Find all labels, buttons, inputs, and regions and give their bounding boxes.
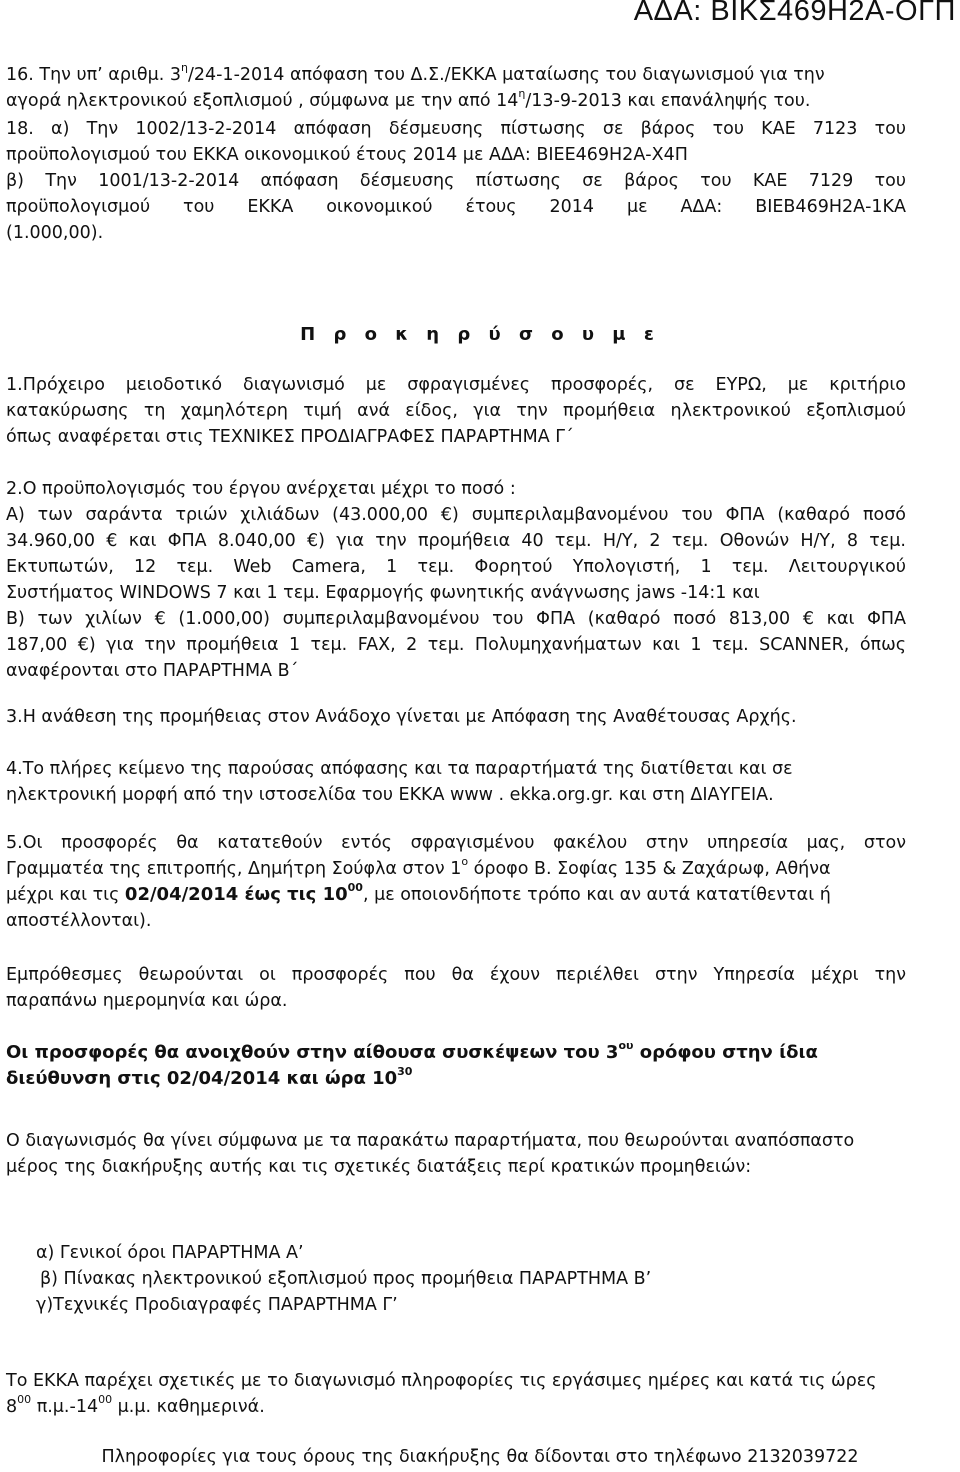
paragraph-2-line-3: 34.960,00 € και ΦΠΑ 8.040,00 €) για την προμήθεια 40 τεμ. Η/Υ, 2 τεμ. Οθονών Η/Υ, 8 τεμ. — [6, 531, 906, 551]
paragraph-8-line-2: μέρος της διακήρυξης αυτής και τις σχετικές διατάξεις περί κρατικών προμηθειών: — [6, 1157, 752, 1177]
paragraph-2-line-7: 187,00 €) για την προμήθεια 1 τεμ. FAX, 2 τεμ. Πολυμηχανήματων και 1 τεμ. SCANNER, όπως — [6, 635, 906, 655]
paragraph-5 — [6, 830, 906, 934]
paragraph-2-line-2: Α) των σαράντα τριών χιλιάδων (43.000,00 €) συμπεριλαμβανομένου του ΦΠΑ (καθαρό ποσό — [6, 505, 906, 525]
paragraph-7 — [6, 1040, 906, 1092]
paragraph-1-line-3: όπως αναφέρεται στις ΤΕΧΝΙΚΕΣ ΠΡΟΔΙΑΓΡΑΦΕΣ ΠΑΡΑΡΤΗΜΑ Γ΄ — [6, 427, 574, 447]
paragraph-9-line-2: $8^{00}$ $\pi.\mu.-14^{00}$ μ.μ. καθημερινά. — [6, 1393, 265, 1417]
paragraph-1-line-1: 1.Πρόχειρο μειοδοτικό διαγωνισμό με σφραγισμένες προσφορές, σε ΕΥΡΩ, με κριτήριο — [6, 375, 906, 395]
annex-list — [36, 1240, 936, 1318]
paragraph-2-line-5: Συστήματος WINDOWS 7 και 1 τεμ. Εφαρμογής φωνητικής ανάγνωσης jaws -14:1 και — [6, 583, 760, 603]
item-16 — [6, 62, 906, 114]
paragraph-1 — [6, 372, 906, 450]
paragraph-4-line-1: 4.Το πλήρες κείμενο της παρούσας απόφασης και τα παραρτήματά της διατίθεται και σε — [6, 759, 793, 779]
item-18-line-2: προϋπολογισμού του ΕΚΚΑ οικονομικού έτους 2014 με ΑΔΑ: ΒΙΕΕ469Η2Α-Χ4Π — [6, 145, 688, 165]
paragraph-5-line-4: αποστέλλονται). — [6, 911, 152, 931]
annex-item-c: γ)Τεχνικές Προδιαγραφές ΠΑΡΑΡΤΗΜΑ Γ’ — [36, 1295, 398, 1315]
item-18-line-1: 18. α) Την 1002/13-2-2014 απόφαση δέσμευσης πίστωσης σε βάρος του ΚΑΕ 7123 του — [6, 119, 906, 139]
item-16-line-2: αγορά ηλεκτρονικού εξοπλισμού , σύμφωνα με την από $14^\eta/13-9-2013$ και επανάληψής του. — [6, 87, 811, 111]
paragraph-6-line-2: παραπάνω ημερομηνία και ώρα. — [6, 991, 288, 1011]
paragraph-2-line-8: αναφέρονται στο ΠΑΡΑΡΤΗΜΑ Β΄ — [6, 661, 299, 681]
paragraph-8 — [6, 1128, 906, 1180]
paragraph-7-line-1: Οι προσφορές θα ανοιχθούν στην αίθουσα συσκέψεων του $3^{o\upsilon}$ ορόφου στην ίδια — [6, 1039, 818, 1063]
footer-info: Πληροφορίες για τους όρους της διακήρυξης θα δίδονται στο τηλέφωνο 2132039722 — [101, 1447, 859, 1467]
paragraph-9-line-1: Το ΕΚΚΑ παρέχει σχετικές με το διαγωνισμό πληροφορίες τις εργάσιμες ημέρες και κατά τις ώρες — [6, 1371, 877, 1391]
page-title: Π ρ ο κ η ρ ύ σ ο υ μ ε — [300, 324, 660, 345]
item-18 — [6, 116, 906, 246]
paragraph-5-line-1: 5.Οι προσφορές θα κατατεθούν εντός σφραγισμένου φακέλου στην υπηρεσία μας, στον — [6, 833, 906, 853]
item-18-line-4: προϋπολογισμού του ΕΚΚΑ οικονομικού έτους 2014 με ΑΔΑ: ΒΙΕΒ469Η2Α-1ΚΑ — [6, 197, 906, 217]
item-18-line-5: (1.000,00). — [6, 223, 104, 243]
paragraph-2 — [6, 476, 906, 684]
paragraph-3-line-1: 3.Η ανάθεση της προμήθειας στον Ανάδοχο γίνεται με Απόφαση της Αναθέτουσας Αρχής. — [6, 707, 797, 727]
paragraph-9 — [6, 1368, 906, 1420]
paragraph-7-line-2: διεύθυνση στις 02/04/2014 και ώρα $10^{30}$ — [6, 1065, 413, 1089]
paragraph-4 — [6, 756, 906, 808]
item-18-line-3: β) Την 1001/13-2-2014 απόφαση δέσμευσης πίστωσης σε βάρος του ΚΑΕ 7129 του — [6, 171, 906, 191]
deadline-date: 02/04/2014 έως τις 10 — [124, 884, 348, 905]
item-16-line-1: 16. Την υπ’ αριθμ. $3^\eta/24-1-2014$ απόφαση του Δ.Σ./ΕΚΚΑ ματαίωσης του διαγωνισμού για την — [6, 61, 825, 85]
annex-item-b: β) Πίνακας ηλεκτρονικού εξοπλισμού προς προμήθεια ΠΑΡΑΡΤΗΜΑ Β’ — [40, 1269, 652, 1289]
paragraph-3 — [6, 704, 906, 730]
paragraph-2-line-6: Β) των χιλίων € (1.000,00) συμπεριλαμβανομένου του ΦΠΑ (καθαρό ποσό 813,00 € και ΦΠΑ — [6, 609, 906, 629]
paragraph-5-line-3: μέχρι και τις 02/04/2014 έως τις $10^{00}$, με οποιονδήποτε τρόπο και αν αυτά κατατίθενται ή — [6, 881, 831, 905]
paragraph-2-line-1: 2.Ο προϋπολογισμός του έργου ανέρχεται μέχρι το ποσό : — [6, 479, 516, 499]
paragraph-6 — [6, 962, 906, 1014]
paragraph-8-line-1: Ο διαγωνισμός θα γίνει σύμφωνα με τα παρακάτω παραρτήματα, που θεωρούνται αναπόσπαστο — [6, 1131, 855, 1151]
paragraph-2-line-4: Εκτυπωτών, 12 τεμ. Web Camera, 1 τεμ. Φορητού Υπολογιστή, 1 τεμ. Λειτουργικού — [6, 557, 906, 577]
paragraph-1-line-2: κατακύρωσης τη χαμηλότερη τιμή ανά είδος, για την προμήθεια ηλεκτρονικού εξοπλισμού — [6, 401, 906, 421]
ada-header: ΑΔΑ: ΒΙΚΣ469Η2Α-ΟΓΠ — [633, 0, 956, 27]
paragraph-6-line-1: Εμπρόθεσμες θεωρούνται οι προσφορές που θα έχουν περιέλθει στην Υπηρεσία μέχρι την — [6, 965, 906, 985]
paragraph-4-line-2: ηλεκτρονική μορφή από την ιστοσελίδα του ΕΚΚΑ www . ekka.org.gr. και στη ΔΙΑΥΓΕΙΑ. — [6, 785, 774, 805]
annex-item-a: α) Γενικοί όροι ΠΑΡΑΡΤΗΜΑ Α’ — [36, 1243, 304, 1263]
paragraph-5-line-2: Γραμματέα της επιτροπής, Δημήτρη Σούφλα στον $1^o$ όροφο Β. Σοφίας 135 & Ζαχάρωφ, Αθήνα — [6, 855, 831, 879]
